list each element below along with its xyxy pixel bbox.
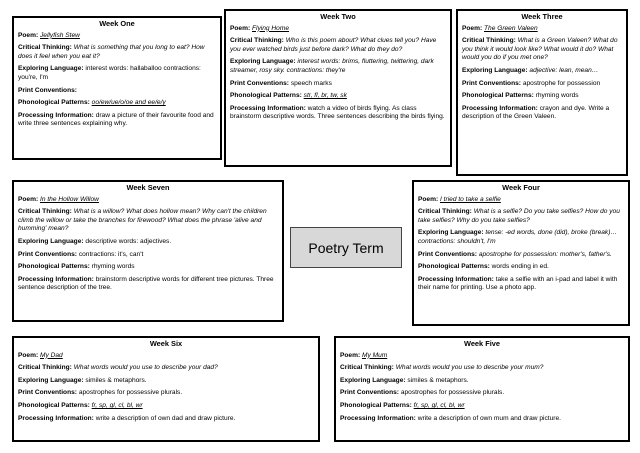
- phonological-patterns-label: Phonological Patterns:: [18, 263, 90, 271]
- processing-information-text: brainstorm descriptive words for different tree pictures. Three sentence description of the tree.: [18, 275, 274, 292]
- processing-information-text: take a selfie with an i-pad and label it with their name for printing. Use a photo app.: [418, 275, 618, 292]
- poem-title: My Mum: [362, 351, 388, 359]
- poetry-term-title: Poetry Term: [290, 227, 402, 268]
- week-seven-card: [12, 180, 284, 322]
- critical-thinking-label: Critical Thinking:: [18, 44, 72, 52]
- poem-title: In the Hollow Willow: [40, 195, 99, 203]
- phonological-patterns-text: fr, sp, gl, cl, bl, wr: [91, 401, 143, 409]
- week-title: Week Five: [463, 339, 500, 348]
- week-title: Week Six: [149, 339, 183, 348]
- poem-label: Poem:: [18, 351, 39, 359]
- print-conventions-text: speech marks: [290, 79, 332, 87]
- print-conventions-text: apostrophe for possession: mother's, father's.: [478, 250, 612, 258]
- critical-thinking-text: Who is this poem about? What clues tell you? Have you ever watched birds just before dark? What do they do?: [230, 37, 437, 53]
- poem-label: Poem:: [340, 351, 361, 359]
- exploring-language-text: interest words: hallaballoo contractions: you're, I'm: [18, 65, 201, 81]
- exploring-language-label: Exploring Language:: [18, 65, 84, 73]
- processing-information-text: write a description of own mum and draw picture.: [417, 414, 561, 422]
- exploring-language-label: Exploring Language:: [230, 58, 296, 66]
- phonological-patterns-text: oo/ew/ue/o/oe and ee/e/y: [91, 99, 166, 107]
- processing-information-label: Processing Information:: [18, 111, 94, 119]
- phonological-patterns-label: Phonological Patterns:: [462, 92, 534, 100]
- phonological-patterns-label: Phonological Patterns:: [18, 401, 90, 409]
- critical-thinking-label: Critical Thinking:: [230, 37, 284, 45]
- critical-thinking-text: What is a willow? What does hollow mean? Why can't the children climb the willow or take the branches for firewood? What does the phrase 'alive and humming' mean?: [18, 208, 267, 233]
- phonological-patterns-label: Phonological Patterns:: [340, 401, 412, 409]
- critical-thinking-label: Critical Thinking:: [462, 37, 516, 45]
- processing-information-text: write a description of own dad and draw picture.: [95, 414, 236, 422]
- print-conventions-label: Print Conventions:: [18, 389, 77, 397]
- processing-information-text: watch a video of birds flying. As class brainstorm descriptive words. Three sentences describing the birds flying.: [230, 104, 445, 121]
- poem-label: Poem:: [462, 24, 483, 32]
- phonological-patterns-label: Phonological Patterns:: [230, 92, 302, 100]
- week-one-card: [12, 16, 222, 160]
- critical-thinking-label: Critical Thinking:: [18, 208, 72, 216]
- print-conventions-label: Print Conventions:: [230, 79, 289, 87]
- exploring-language-text: similes & metaphors.: [85, 376, 147, 384]
- print-conventions-text: apostrophe for possession: [522, 79, 601, 87]
- week-two-card: [224, 9, 452, 167]
- exploring-language-text: adjective: lean, mean…: [529, 66, 599, 74]
- phonological-patterns-label: Phonological Patterns:: [418, 263, 490, 271]
- poem-title: Jellyfish Stew: [40, 31, 80, 39]
- week-five-card: [334, 336, 630, 442]
- week-title: Week One: [99, 19, 135, 28]
- poem-title: The Green Valeen: [484, 24, 538, 32]
- week-four-card: [412, 180, 630, 326]
- processing-information-label: Processing Information:: [18, 275, 94, 283]
- critical-thinking-label: Critical Thinking:: [18, 364, 72, 372]
- print-conventions-label: Print Conventions:: [18, 250, 77, 258]
- print-conventions-label: Print Conventions:: [418, 250, 477, 258]
- poem-label: Poem:: [418, 195, 439, 203]
- processing-information-label: Processing Information:: [230, 104, 306, 112]
- exploring-language-label: Exploring Language:: [18, 376, 84, 384]
- critical-thinking-text: What is a selfie? Do you take selfies? How do you take selfies? Why do you take selfies?: [418, 208, 620, 224]
- exploring-language-label: Exploring Language:: [18, 237, 84, 245]
- processing-information-label: Processing Information:: [418, 275, 494, 283]
- processing-information-text: crayon and dye. Write a description of the Green Valeen.: [462, 104, 610, 121]
- print-conventions-label: Print Conventions:: [340, 389, 399, 397]
- week-six-card: [12, 336, 320, 442]
- critical-thinking-text: What is a Green Valeen? What do you think it would look like? What would it do? What would you do if you met one?: [462, 37, 618, 62]
- print-conventions-text: contractions: it's, can't: [78, 250, 144, 258]
- exploring-language-text: tense: -ed words, done (did), broke (break)… contractions: shouldn't, I'm: [418, 229, 617, 245]
- critical-thinking-text: What words would you use to describe your mum?: [395, 364, 544, 372]
- exploring-language-text: interest words: brims, fluttering, twittering, dark streamer, rosy sky. contractions: they're: [230, 58, 434, 74]
- print-conventions-label: Print Conventions:: [18, 86, 77, 94]
- exploring-language-text: descriptive words: adjectives.: [85, 237, 172, 245]
- week-title: Week Seven: [126, 183, 170, 192]
- poem-label: Poem:: [230, 24, 251, 32]
- critical-thinking-text: What words would you use to describe your dad?: [73, 364, 218, 372]
- exploring-language-label: Exploring Language:: [462, 66, 528, 74]
- critical-thinking-label: Critical Thinking:: [340, 364, 394, 372]
- critical-thinking-label: Critical Thinking:: [418, 208, 472, 216]
- processing-information-label: Processing Information:: [18, 414, 94, 422]
- processing-information-label: Processing Information:: [462, 104, 538, 112]
- phonological-patterns-label: Phonological Patterns:: [18, 99, 90, 107]
- poem-title: Flying Home: [252, 24, 290, 32]
- week-title: Week Four: [502, 183, 540, 192]
- phonological-patterns-text: rhyming words: [91, 263, 135, 271]
- processing-information-text: draw a picture of their favourite food and write three sentences explaining why.: [18, 111, 214, 128]
- phonological-patterns-text: fr, sp, gl, cl, bl, wr: [413, 401, 465, 409]
- phonological-patterns-text: words ending in ed.: [491, 263, 549, 271]
- week-three-card: [456, 9, 628, 176]
- poem-title: I tried to take a selfie: [440, 195, 501, 203]
- exploring-language-label: Exploring Language:: [340, 376, 406, 384]
- phonological-patterns-text: rhyming words: [535, 92, 579, 100]
- exploring-language-label: Exploring Language:: [418, 229, 484, 237]
- phonological-patterns-text: str, fl, br, tw, sk: [303, 92, 347, 100]
- print-conventions-text: apostrophes for possessive plurals.: [400, 389, 505, 397]
- exploring-language-text: similes & metaphors.: [407, 376, 469, 384]
- critical-thinking-text: What is something that you long to eat? How does it feel when you eat it?: [18, 44, 205, 60]
- print-conventions-label: Print Conventions:: [462, 79, 521, 87]
- week-title: Week Two: [320, 12, 356, 21]
- week-title: Week Three: [521, 12, 563, 21]
- poem-label: Poem:: [18, 31, 39, 39]
- poem-label: Poem:: [18, 195, 39, 203]
- print-conventions-text: apostrophes for possessive plurals.: [78, 389, 183, 397]
- poem-title: My Dad: [40, 351, 63, 359]
- processing-information-label: Processing Information:: [340, 414, 416, 422]
